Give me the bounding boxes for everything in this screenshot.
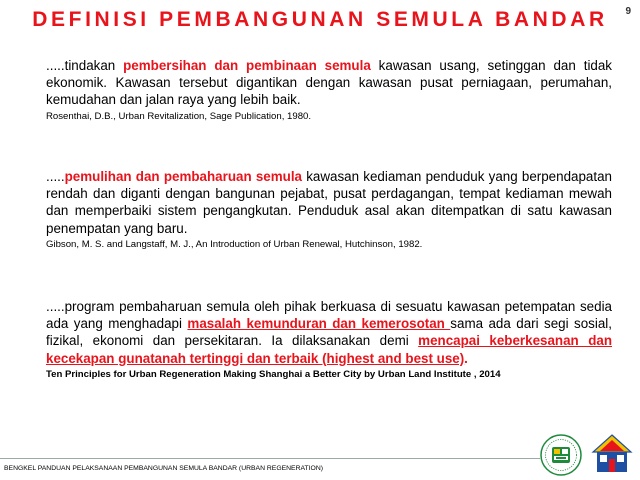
definition-2 [46,168,612,251]
definition-1-highlight: pembersihan dan pembinaan semula [123,58,371,73]
definition-3 [46,298,612,381]
definition-3-mid: sama ada dari segi sosial, fizikal, ekonomi dan persekitaran. Ia dilaksanakan demi [46,316,612,349]
definition-3-text [46,298,612,367]
definition-3-pre: .....program pembaharuan semula oleh pihak berkuasa di sesuatu kawasan petempatan sedia ada yang menghadapi [46,299,612,332]
definition-2-post: kawasan kediaman penduduk yang berpendapatan rendah dan diganti dengan bangunan pejabat, pusat perdagangan, tempat kediaman mewah dan memperbaiki sistem pengangkutan. Penduduk asal akan ditempatkan di satu kawasan penempatan yang baru. [46,169,612,236]
definition-3-highlight-2: mencapai keberkesanan dan kecekapan gunatanah tertinggi dan terbaik (highest and best use) [46,333,613,366]
house-logo-icon [590,432,634,476]
definition-2-pre: ..... [46,169,65,184]
slide-title: DEFINISI PEMBANGUNAN SEMULA BANDAR [32,8,608,31]
definition-1-reference: Rosenthai, D.B., Urban Revitalization, Sage Publication, 1980. [46,110,312,122]
footer-divider [0,458,540,459]
definition-2-text [46,168,612,237]
definition-2-highlight: pemulihan dan pembaharuan semula [64,169,302,184]
agency-seal-logo-icon [540,434,582,476]
definition-3-highlight: masalah kemunduran dan kemerosotan [187,316,451,332]
definition-1 [46,57,612,123]
definition-1-post: kawasan usang, setinggan dan tidak ekonomik. Kawasan tersebut digantikan dengan kawasan pusat perniagaan, perumahan, kemudahan dan jalan raya yang lebih baik. [46,58,613,108]
footer-text: BENGKEL PANDUAN PELAKSANAAN PEMBANGUNAN SEMULA BANDAR (URBAN REGENERATION) [4,465,324,472]
page-number: 9 [625,6,631,17]
definition-3-reference: Ten Principles for Urban Regeneration Making Shanghai a Better City by Urban Land Institute , 2014 [46,368,501,380]
definition-3-end: . [464,350,468,366]
definition-1-pre: .....tindakan [46,58,124,73]
definition-2-reference: Gibson, M. S. and Langstaff, M. J., An Introduction of Urban Renewal, Hutchinson, 1982. [46,238,423,250]
definition-1-text [46,57,612,109]
